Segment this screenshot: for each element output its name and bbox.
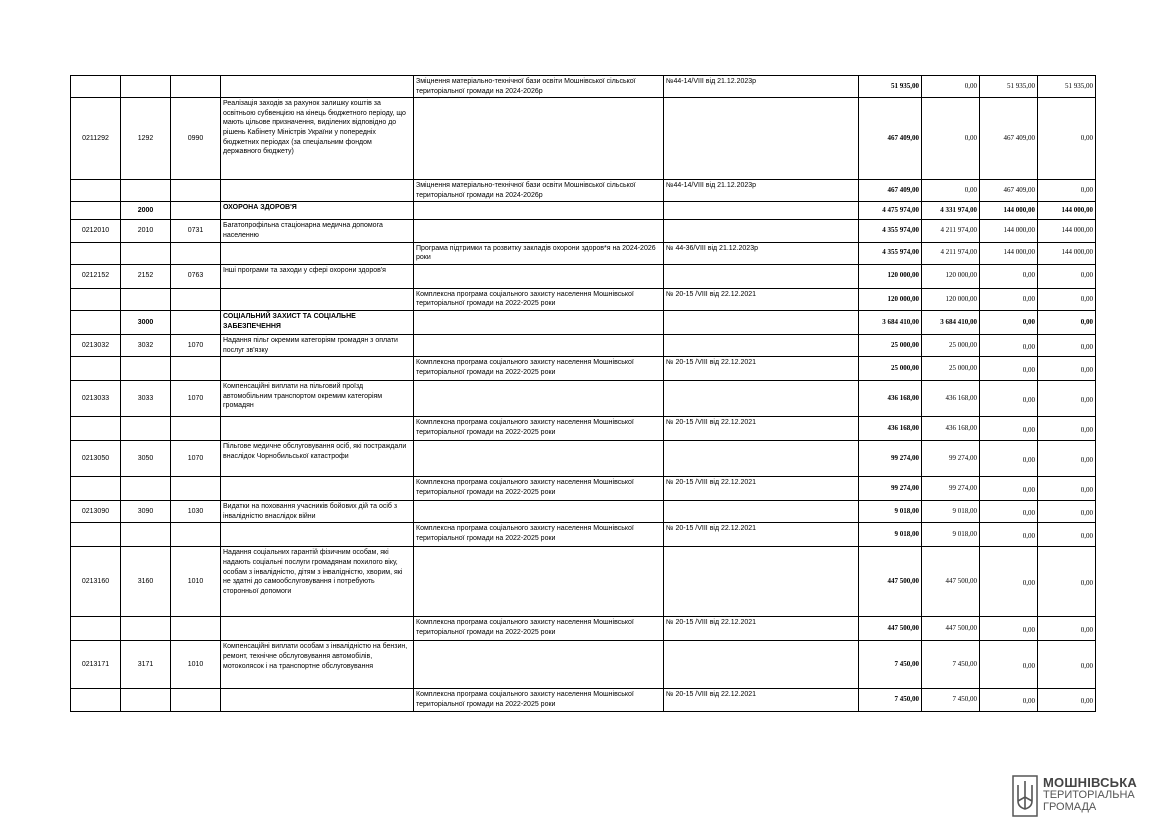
decision-cell: № 20-15 /VIII від 22.12.2021 xyxy=(664,689,859,711)
general-cell: 3 684 410,00 xyxy=(922,310,980,334)
special-cell: 0,00 xyxy=(980,417,1038,441)
program-cell: Комплексна програма соціального захисту населення Мошнівської територіальної громади на 2022-2025 роки xyxy=(414,523,664,547)
total-cell: 4 355 974,00 xyxy=(859,242,922,264)
program-cell xyxy=(414,202,664,220)
total-cell: 3 684 410,00 xyxy=(859,310,922,334)
development-cell: 0,00 xyxy=(1038,641,1096,689)
name-cell xyxy=(221,417,414,441)
program-cell xyxy=(414,547,664,617)
decision-cell xyxy=(664,547,859,617)
kfk-cell xyxy=(121,417,171,441)
kfkv-cell xyxy=(171,76,221,98)
program-cell: Комплексна програма соціального захисту населення Мошнівської територіальної громади на 2022-2025 роки xyxy=(414,617,664,641)
kfkv-cell xyxy=(171,689,221,711)
development-cell: 0,00 xyxy=(1038,477,1096,501)
kfkv-cell: 1010 xyxy=(171,641,221,689)
total-cell: 25 000,00 xyxy=(859,334,922,356)
general-cell: 99 274,00 xyxy=(922,441,980,477)
decision-cell: №44-14/VIII від 21.12.2023р xyxy=(664,180,859,202)
name-cell: ОХОРОНА ЗДОРОВ'Я xyxy=(221,202,414,220)
decision-cell: № 20-15 /VIII від 22.12.2021 xyxy=(664,523,859,547)
total-cell: 99 274,00 xyxy=(859,441,922,477)
code-cell xyxy=(71,288,121,310)
table-row xyxy=(71,381,1096,417)
development-cell: 0,00 xyxy=(1038,288,1096,310)
decision-cell xyxy=(664,310,859,334)
total-cell: 25 000,00 xyxy=(859,357,922,381)
code-cell xyxy=(71,357,121,381)
kfkv-cell: 1070 xyxy=(171,441,221,477)
program-cell xyxy=(414,310,664,334)
kfkv-cell xyxy=(171,310,221,334)
general-cell: 9 018,00 xyxy=(922,523,980,547)
program-cell: Комплексна програма соціального захисту населення Мошнівської територіальної громади на 2022-2025 роки xyxy=(414,689,664,711)
kfk-cell: 3171 xyxy=(121,641,171,689)
general-cell: 0,00 xyxy=(922,98,980,180)
code-cell xyxy=(71,76,121,98)
program-cell: Комплексна програма соціального захисту населення Мошнівської територіальної громади на 2022-2025 роки xyxy=(414,357,664,381)
table-row xyxy=(71,441,1096,477)
total-cell: 436 168,00 xyxy=(859,417,922,441)
general-cell: 4 211 974,00 xyxy=(922,242,980,264)
total-cell: 447 500,00 xyxy=(859,547,922,617)
special-cell: 0,00 xyxy=(980,547,1038,617)
development-cell: 0,00 xyxy=(1038,180,1096,202)
total-cell: 467 409,00 xyxy=(859,98,922,180)
kfk-cell: 3000 xyxy=(121,310,171,334)
table-row xyxy=(71,220,1096,242)
program-cell xyxy=(414,501,664,523)
kfk-cell xyxy=(121,523,171,547)
total-cell: 4 475 974,00 xyxy=(859,202,922,220)
kfkv-cell xyxy=(171,477,221,501)
program-cell xyxy=(414,381,664,417)
total-cell: 7 450,00 xyxy=(859,641,922,689)
decision-cell xyxy=(664,264,859,288)
code-cell xyxy=(71,202,121,220)
development-cell: 0,00 xyxy=(1038,501,1096,523)
special-cell: 144 000,00 xyxy=(980,220,1038,242)
general-cell: 4 331 974,00 xyxy=(922,202,980,220)
special-cell: 0,00 xyxy=(980,523,1038,547)
name-cell: Інші програми та заходи у сфері охорони здоров'я xyxy=(221,264,414,288)
logo-line-2: ТЕРИТОРІАЛЬНА xyxy=(1043,789,1135,801)
kfk-cell xyxy=(121,76,171,98)
kfk-cell xyxy=(121,477,171,501)
kfkv-cell xyxy=(171,417,221,441)
program-cell xyxy=(414,220,664,242)
decision-cell: № 20-15 /VIII від 22.12.2021 xyxy=(664,288,859,310)
code-cell: 0212010 xyxy=(71,220,121,242)
budget-table xyxy=(70,75,1096,712)
general-cell: 7 450,00 xyxy=(922,689,980,711)
code-cell: 0213033 xyxy=(71,381,121,417)
table-row xyxy=(71,417,1096,441)
code-cell xyxy=(71,310,121,334)
table-row xyxy=(71,617,1096,641)
decision-cell xyxy=(664,501,859,523)
special-cell: 0,00 xyxy=(980,264,1038,288)
general-cell: 447 500,00 xyxy=(922,547,980,617)
general-cell: 99 274,00 xyxy=(922,477,980,501)
kfkv-cell xyxy=(171,357,221,381)
program-cell: Зміцнення матеріально-технічної бази освіти Мошнівської сільської територіальної громади на 2024-2026р xyxy=(414,180,664,202)
special-cell: 0,00 xyxy=(980,477,1038,501)
kfkv-cell xyxy=(171,523,221,547)
development-cell: 0,00 xyxy=(1038,264,1096,288)
code-cell xyxy=(71,617,121,641)
program-cell xyxy=(414,98,664,180)
community-logo xyxy=(1012,775,1152,820)
development-cell: 144 000,00 xyxy=(1038,202,1096,220)
total-cell: 51 935,00 xyxy=(859,76,922,98)
logo-line-1: МОШНІВСЬКА xyxy=(1043,775,1137,790)
total-cell: 436 168,00 xyxy=(859,381,922,417)
name-cell: Видатки на поховання учасників бойових дій та осіб з інвалідністю внаслідок війни xyxy=(221,501,414,523)
table-row xyxy=(71,264,1096,288)
total-cell: 120 000,00 xyxy=(859,288,922,310)
program-cell: Програма підтримки та розвитку закладів охорони здоров*я на 2024-2026 роки xyxy=(414,242,664,264)
total-cell: 9 018,00 xyxy=(859,523,922,547)
decision-cell: № 44-36/VIII від 21.12.2023р xyxy=(664,242,859,264)
code-cell: 0213160 xyxy=(71,547,121,617)
program-cell xyxy=(414,264,664,288)
name-cell xyxy=(221,180,414,202)
logo-line-3: ГРОМАДА xyxy=(1043,801,1097,813)
special-cell: 0,00 xyxy=(980,617,1038,641)
special-cell: 0,00 xyxy=(980,357,1038,381)
total-cell: 447 500,00 xyxy=(859,617,922,641)
decision-cell xyxy=(664,202,859,220)
kfkv-cell xyxy=(171,180,221,202)
development-cell: 144 000,00 xyxy=(1038,220,1096,242)
decision-cell xyxy=(664,334,859,356)
name-cell xyxy=(221,357,414,381)
general-cell: 25 000,00 xyxy=(922,334,980,356)
program-cell xyxy=(414,334,664,356)
code-cell xyxy=(71,180,121,202)
development-cell: 0,00 xyxy=(1038,357,1096,381)
program-cell: Комплексна програма соціального захисту населення Мошнівської територіальної громади на 2022-2025 роки xyxy=(414,477,664,501)
special-cell: 0,00 xyxy=(980,310,1038,334)
kfkv-cell: 1070 xyxy=(171,381,221,417)
total-cell: 7 450,00 xyxy=(859,689,922,711)
kfkv-cell xyxy=(171,617,221,641)
kfk-cell: 2000 xyxy=(121,202,171,220)
name-cell: Багатопрофільна стаціонарна медична допомога населенню xyxy=(221,220,414,242)
code-cell: 0213050 xyxy=(71,441,121,477)
name-cell xyxy=(221,689,414,711)
kfkv-cell: 1010 xyxy=(171,547,221,617)
kfkv-cell: 0763 xyxy=(171,264,221,288)
special-cell: 467 409,00 xyxy=(980,98,1038,180)
general-cell: 436 168,00 xyxy=(922,381,980,417)
development-cell: 0,00 xyxy=(1038,441,1096,477)
development-cell: 0,00 xyxy=(1038,310,1096,334)
table-row xyxy=(71,242,1096,264)
kfkv-cell xyxy=(171,242,221,264)
development-cell: 144 000,00 xyxy=(1038,242,1096,264)
kfk-cell xyxy=(121,689,171,711)
name-cell: Пільгове медичне обслуговування осіб, які постраждали внаслідок Чорнобильської катастрофи xyxy=(221,441,414,477)
decision-cell xyxy=(664,220,859,242)
kfk-cell xyxy=(121,242,171,264)
code-cell: 0211292 xyxy=(71,98,121,180)
kfkv-cell xyxy=(171,202,221,220)
special-cell: 0,00 xyxy=(980,288,1038,310)
general-cell: 9 018,00 xyxy=(922,501,980,523)
general-cell: 7 450,00 xyxy=(922,641,980,689)
special-cell: 0,00 xyxy=(980,689,1038,711)
kfk-cell xyxy=(121,357,171,381)
table-row xyxy=(71,523,1096,547)
table-row xyxy=(71,334,1096,356)
kfk-cell: 2010 xyxy=(121,220,171,242)
development-cell: 51 935,00 xyxy=(1038,76,1096,98)
kfk-cell: 1292 xyxy=(121,98,171,180)
development-cell: 0,00 xyxy=(1038,381,1096,417)
table-row xyxy=(71,501,1096,523)
name-cell xyxy=(221,617,414,641)
table-row xyxy=(71,689,1096,711)
name-cell xyxy=(221,523,414,547)
code-cell xyxy=(71,689,121,711)
decision-cell: №44-14/VIII від 21.12.2023р xyxy=(664,76,859,98)
total-cell: 467 409,00 xyxy=(859,180,922,202)
general-cell: 436 168,00 xyxy=(922,417,980,441)
general-cell: 4 211 974,00 xyxy=(922,220,980,242)
total-cell: 4 355 974,00 xyxy=(859,220,922,242)
program-cell: Зміцнення матеріально-технічної бази освіти Мошнівської сільської територіальної громади на 2024-2026р xyxy=(414,76,664,98)
special-cell: 144 000,00 xyxy=(980,202,1038,220)
section-row xyxy=(71,202,1096,220)
general-cell: 120 000,00 xyxy=(922,288,980,310)
program-cell xyxy=(414,641,664,689)
program-cell: Комплексна програма соціального захисту населення Мошнівської територіальної громади на 2022-2025 роки xyxy=(414,417,664,441)
kfk-cell: 2152 xyxy=(121,264,171,288)
general-cell: 120 000,00 xyxy=(922,264,980,288)
code-cell: 0213090 xyxy=(71,501,121,523)
kfk-cell xyxy=(121,617,171,641)
code-cell xyxy=(71,417,121,441)
kfk-cell: 3160 xyxy=(121,547,171,617)
name-cell: Компенсаційні виплати особам з інвалідністю на бензин, ремонт, технічне обслуговування автомобілів, мотоколясок і на транспортне обслуговування xyxy=(221,641,414,689)
decision-cell xyxy=(664,641,859,689)
special-cell: 0,00 xyxy=(980,334,1038,356)
code-cell xyxy=(71,523,121,547)
decision-cell xyxy=(664,381,859,417)
decision-cell: № 20-15 /VIII від 22.12.2021 xyxy=(664,477,859,501)
table-row xyxy=(71,180,1096,202)
kfkv-cell: 1030 xyxy=(171,501,221,523)
decision-cell: № 20-15 /VIII від 22.12.2021 xyxy=(664,357,859,381)
name-cell: Надання пільг окремим категоріям громадян з оплати послуг зв'язку xyxy=(221,334,414,356)
special-cell: 0,00 xyxy=(980,641,1038,689)
special-cell: 0,00 xyxy=(980,381,1038,417)
code-cell: 0213171 xyxy=(71,641,121,689)
table-row xyxy=(71,547,1096,617)
table-row xyxy=(71,641,1096,689)
general-cell: 25 000,00 xyxy=(922,357,980,381)
kfk-cell: 3032 xyxy=(121,334,171,356)
program-cell: Комплексна програма соціального захисту населення Мошнівської територіальної громади на 2022-2025 роки xyxy=(414,288,664,310)
name-cell xyxy=(221,76,414,98)
development-cell: 0,00 xyxy=(1038,417,1096,441)
program-cell xyxy=(414,441,664,477)
kfk-cell: 3050 xyxy=(121,441,171,477)
table-row xyxy=(71,288,1096,310)
kfk-cell xyxy=(121,288,171,310)
special-cell: 51 935,00 xyxy=(980,76,1038,98)
code-cell: 0212152 xyxy=(71,264,121,288)
special-cell: 144 000,00 xyxy=(980,242,1038,264)
kfk-cell: 3090 xyxy=(121,501,171,523)
name-cell: Надання соціальних гарантій фізичним особам, які надають соціальні послуги громадянам похилого віку, особам з інвалідністю, дітям з інвалідністю, хворим, які не здатні до самообслуговування і потребують сторонньої допомоги xyxy=(221,547,414,617)
total-cell: 9 018,00 xyxy=(859,501,922,523)
kfkv-cell xyxy=(171,288,221,310)
table-row xyxy=(71,98,1096,180)
total-cell: 99 274,00 xyxy=(859,477,922,501)
section-row xyxy=(71,310,1096,334)
general-cell: 0,00 xyxy=(922,76,980,98)
budget-table-body xyxy=(71,76,1096,712)
table-row xyxy=(71,76,1096,98)
name-cell: Компенсаційні виплати на пільговий проїзд автомобільним транспортом окремим категоріям громадян xyxy=(221,381,414,417)
name-cell: СОЦІАЛЬНИЙ ЗАХИСТ ТА СОЦІАЛЬНЕ ЗАБЕЗПЕЧЕННЯ xyxy=(221,310,414,334)
development-cell: 0,00 xyxy=(1038,523,1096,547)
general-cell: 0,00 xyxy=(922,180,980,202)
kfkv-cell: 0731 xyxy=(171,220,221,242)
kfk-cell xyxy=(121,180,171,202)
special-cell: 467 409,00 xyxy=(980,180,1038,202)
special-cell: 0,00 xyxy=(980,501,1038,523)
code-cell xyxy=(71,477,121,501)
trident-emblem-icon xyxy=(1012,775,1038,817)
decision-cell: № 20-15 /VIII від 22.12.2021 xyxy=(664,417,859,441)
development-cell: 0,00 xyxy=(1038,547,1096,617)
name-cell xyxy=(221,477,414,501)
code-cell: 0213032 xyxy=(71,334,121,356)
table-row xyxy=(71,477,1096,501)
total-cell: 120 000,00 xyxy=(859,264,922,288)
development-cell: 0,00 xyxy=(1038,617,1096,641)
name-cell xyxy=(221,288,414,310)
general-cell: 447 500,00 xyxy=(922,617,980,641)
special-cell: 0,00 xyxy=(980,441,1038,477)
kfkv-cell: 1070 xyxy=(171,334,221,356)
code-cell xyxy=(71,242,121,264)
decision-cell: № 20-15 /VIII від 22.12.2021 xyxy=(664,617,859,641)
decision-cell xyxy=(664,98,859,180)
name-cell: Реалізація заходів за рахунок залишку коштів за освітньою субвенцією на кінець бюджетного періоду, що мають цільове призначення, виділених відповідно до рішень Кабінету Міністрів України у попередніх бюджетних періодах (за спеціальним фондом державного бюджету) xyxy=(221,98,414,180)
kfkv-cell: 0990 xyxy=(171,98,221,180)
name-cell xyxy=(221,242,414,264)
table-row xyxy=(71,357,1096,381)
development-cell: 0,00 xyxy=(1038,334,1096,356)
development-cell: 0,00 xyxy=(1038,689,1096,711)
decision-cell xyxy=(664,441,859,477)
development-cell: 0,00 xyxy=(1038,98,1096,180)
kfk-cell: 3033 xyxy=(121,381,171,417)
